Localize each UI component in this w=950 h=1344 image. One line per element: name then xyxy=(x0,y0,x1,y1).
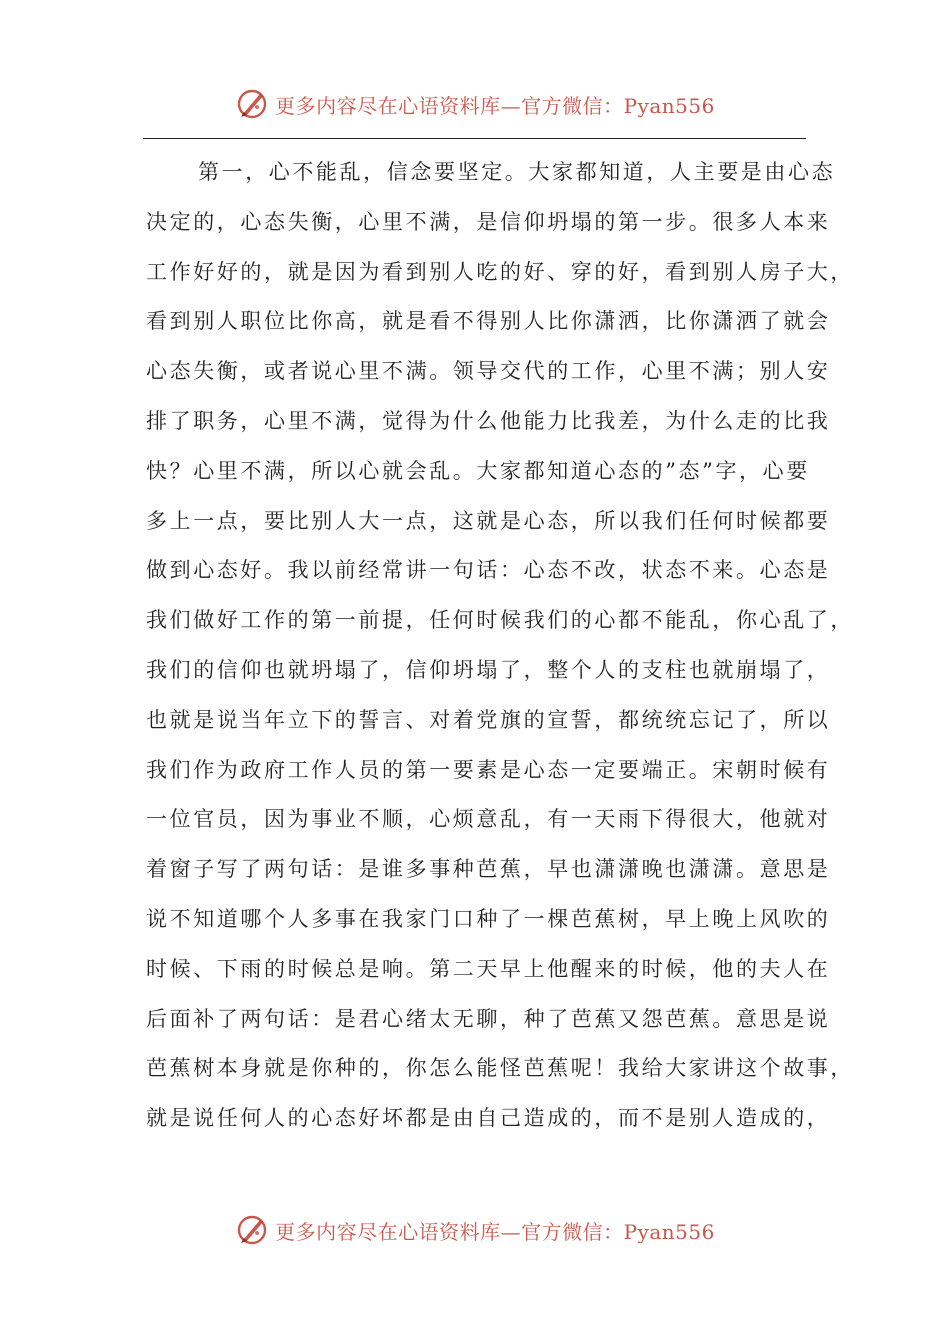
paragraph-line: 做到心态好。我以前经常讲一句话：心态不改，状态不来。心态是 xyxy=(146,558,831,583)
paragraph-line: 一位官员，因为事业不顺，心烦意乱，有一天雨下得很大，他就对 xyxy=(146,807,831,832)
paragraph-line: 我们的信仰也就坍塌了，信仰坍塌了，整个人的支柱也就崩塌了， xyxy=(146,657,831,682)
paragraph-line: 工作好好的，就是因为看到别人吃的好、穿的好，看到别人房子大， xyxy=(146,259,854,284)
footer-banner xyxy=(0,1210,950,1250)
paragraph-line: 时候、下雨的时候总是响。第二天早上他醒来的时候，他的夫人在 xyxy=(146,956,831,981)
paragraph-line: 芭蕉树本身就是你种的，你怎么能怪芭蕉呢！我给大家讲这个故事， xyxy=(146,1056,854,1081)
paragraph-line: 排了职务，心里不满，觉得为什么他能力比我差，为什么走的比我 xyxy=(146,408,831,433)
paragraph-line: 快？心里不满，所以心就会乱。大家都知道心态的”态”字，心要 xyxy=(146,458,810,483)
paragraph-line: 就是说任何人的心态好坏都是由自己造成的，而不是别人造成的， xyxy=(146,1106,831,1131)
quill-pen-logo-icon xyxy=(235,1213,269,1247)
header-banner-text: 更多内容尽在心语资料库—官方微信：Pyan556 xyxy=(275,93,715,118)
paragraph-line: 我们作为政府工作人员的第一要素是心态一定要端正。宋朝时候有 xyxy=(146,757,831,782)
paragraph-line: 我们做好工作的第一前提，任何时候我们的心都不能乱，你心乱了， xyxy=(146,608,854,633)
paragraph-line: 后面补了两句话：是君心绪太无聊，种了芭蕉又怨芭蕉。意思是说 xyxy=(146,1006,831,1031)
paragraph-line: 看到别人职位比你高，就是看不得别人比你潇洒，比你潇洒了就会 xyxy=(146,309,831,334)
footer-banner-text: 更多内容尽在心语资料库—官方微信：Pyan556 xyxy=(275,1219,715,1244)
paragraph-line: 多上一点，要比别人大一点，这就是心态，所以我们任何时候都要 xyxy=(146,508,831,533)
quill-pen-logo-icon xyxy=(235,87,269,121)
header-divider xyxy=(143,138,806,139)
document-body xyxy=(146,148,854,1144)
header-banner xyxy=(0,84,950,124)
paragraph-line: 心态失衡，或者说心里不满。领导交代的工作，心里不满；别人安 xyxy=(146,359,831,384)
paragraph-line: 说不知道哪个人多事在我家门口种了一棵芭蕉树，早上晚上风吹的 xyxy=(146,906,831,931)
paragraph-line: 第一，心不能乱，信念要坚定。大家都知道，人主要是由心态 xyxy=(198,160,836,184)
paragraph-line: 也就是说当年立下的誓言、对着党旗的宣誓，都统统忘记了，所以 xyxy=(146,707,831,732)
paragraph-line: 着窗子写了两句话：是谁多事种芭蕉，早也潇潇晚也潇潇。意思是 xyxy=(146,857,831,882)
paragraph-line: 决定的，心态失衡，心里不满，是信仰坍塌的第一步。很多人本来 xyxy=(146,209,831,234)
